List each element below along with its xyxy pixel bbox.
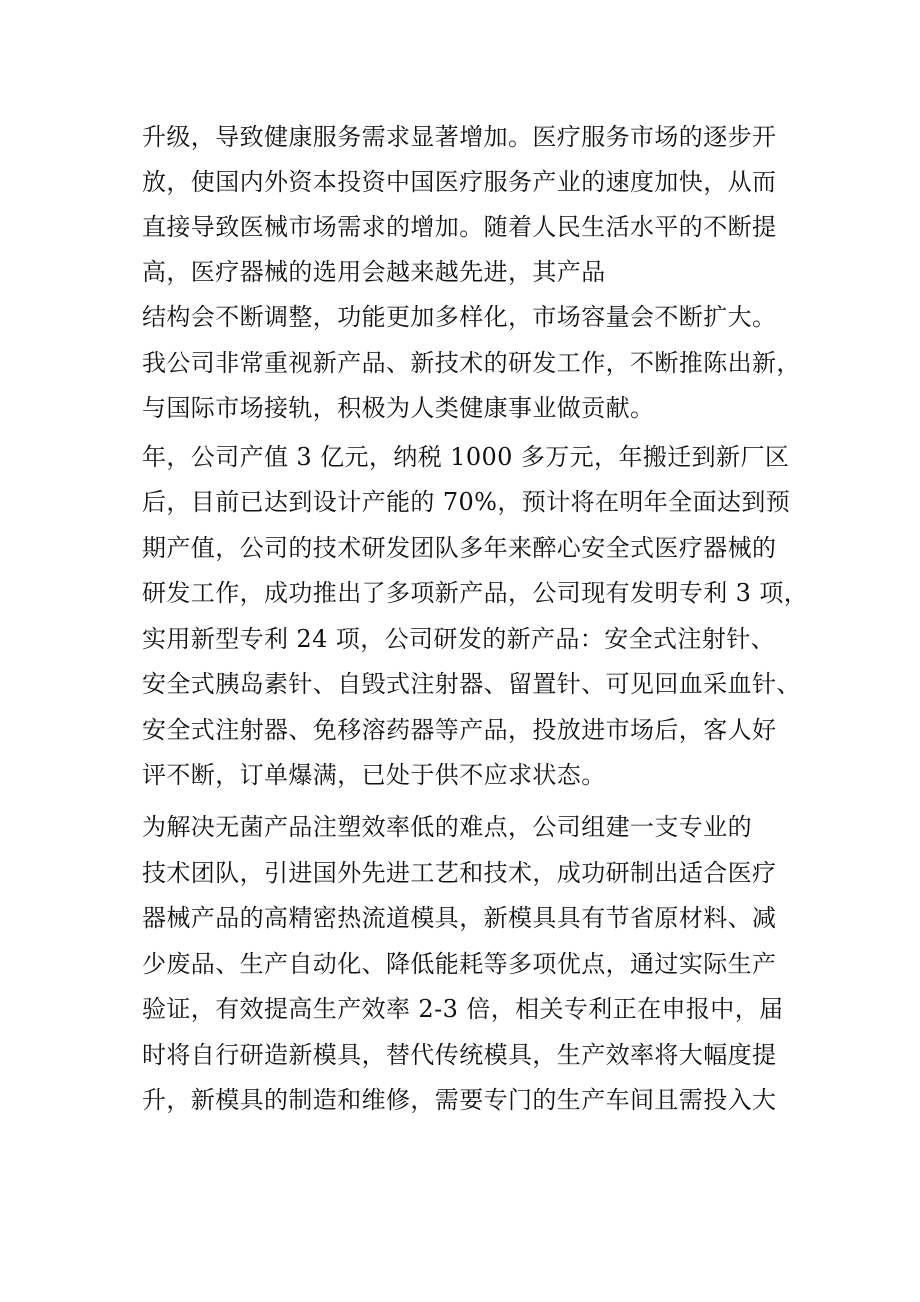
- text-line: 升，新模具的制造和维修，需要专门的生产车间且需投入大: [142, 1086, 777, 1114]
- text-line: 评不断，订单爆满，已处于供不应求状态。: [142, 761, 606, 789]
- text-line: 我公司非常重视新产品、新技术的研发工作，不断推陈出新，: [142, 349, 801, 377]
- text-line: 年，公司产值 3 亿元，纳税 1000 多万元，年搬迁到新厂区: [142, 443, 790, 471]
- text-line: 高，医疗器械的选用会越来越先进，其产品: [142, 258, 606, 286]
- text-line: 验证，有效提高生产效率 2-3 倍，相关专利正在申报中，届: [142, 995, 784, 1023]
- text-line: 期产值，公司的技术研发团队多年来醉心安全式医疗器械的: [142, 534, 777, 562]
- text-line: 器械产品的高精密热流道模具，新模具具有节省原材料、减: [142, 904, 777, 932]
- text-line: 后，目前已达到设计产能的 70%，预计将在明年全面达到预: [142, 488, 791, 516]
- text-line: 时将自行研造新模具，替代传统模具，生产效率将大幅度提: [142, 1041, 777, 1069]
- text-line: 研发工作，成功推出了多项新产品，公司现有发明专利 3 项，: [142, 579, 809, 607]
- text-line: 安全式注射器、免移溶药器等产品，投放进市场后，客人好: [142, 716, 777, 744]
- text-line: 升级，导致健康服务需求显著增加。医疗服务市场的逐步开: [142, 123, 777, 151]
- text-line: 直接导致医械市场需求的增加。随着人民生活水平的不断提: [142, 213, 777, 241]
- text-line: 实用新型专利 24 项，公司研发的新产品：安全式注射针、: [142, 625, 775, 653]
- text-line: 结构会不断调整，功能更加多样化，市场容量会不断扩大。: [142, 303, 777, 331]
- text-line: 与国际市场接轨，积极为人类健康事业做贡献。: [142, 394, 655, 422]
- text-line: 少废品、生产自动化、降低能耗等多项优点，通过实际生产: [142, 950, 777, 978]
- text-line: 放，使国内外资本投资中国医疗服务产业的速度加快，从而: [142, 168, 777, 196]
- text-line: 技术团队，引进国外先进工艺和技术，成功研制出适合医疗: [142, 859, 777, 887]
- text-line: 为解决无菌产品注塑效率低的难点，公司组建一支专业的: [142, 813, 752, 841]
- text-line: 安全式胰岛素针、自毁式注射器、留置针、可见回血采血针、: [142, 670, 801, 698]
